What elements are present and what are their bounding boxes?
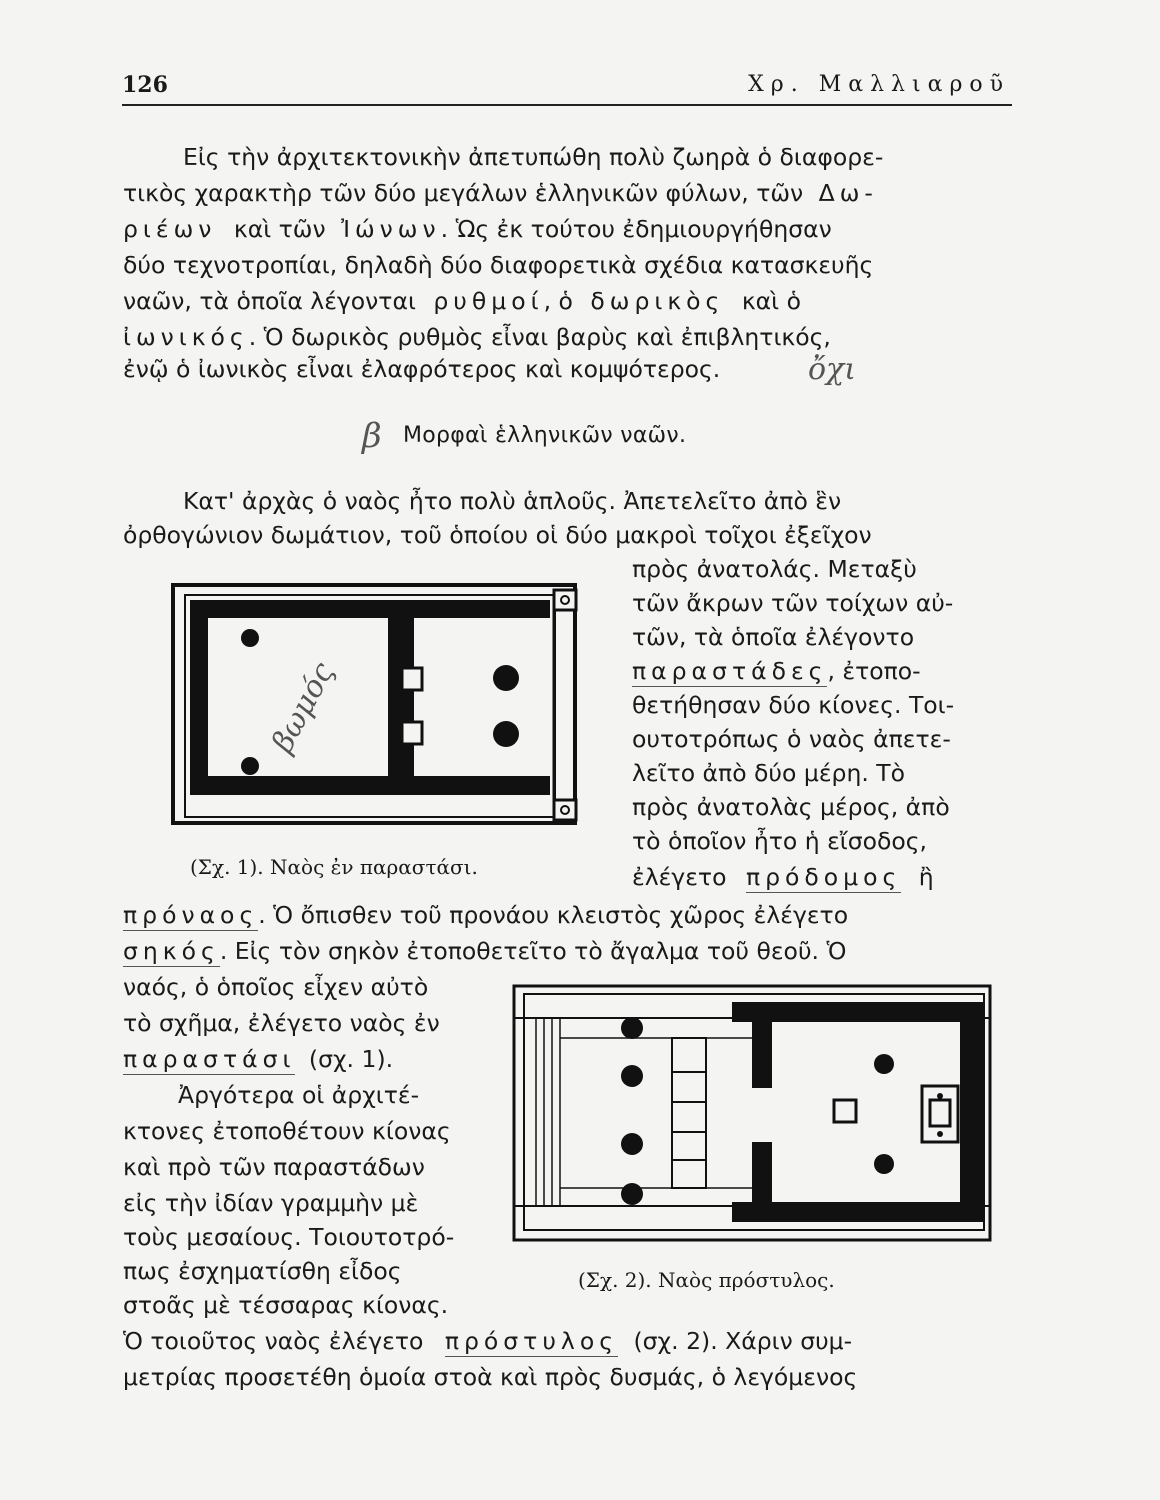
para2-full-3-rest: . Ὁ ὄπισθεν τοῦ προνάου κλειστὸς χῶρος ἐλέγετο: [258, 901, 849, 929]
figure-1-caption: (Σχ. 1). Ναὸς ἐν παραστάσι.: [190, 855, 478, 879]
para2-left-2: τὸ σχῆμα, ἐλέγετο ναὸς ἐν: [123, 1009, 440, 1037]
para2-left-10: στοᾶς μὲ τέσσαρας κίονας.: [123, 1291, 449, 1319]
para2-left-3-rest: (σχ. 1).: [308, 1045, 394, 1073]
para2-left-8: τοὺς μεσαίους. Τοιουτοτρό-: [123, 1223, 455, 1251]
para1-word-ionikos: ἰωνικός: [123, 323, 249, 351]
para2-right-6: ουτοτρόπως ὁ ναὸς ἀπετε-: [632, 725, 951, 753]
word-prodomos: πρόδομος: [745, 863, 902, 891]
word-pronaos: πρόναος: [123, 901, 259, 929]
para2-right-10-end: ἢ: [918, 863, 934, 891]
margin-note-2: β: [362, 416, 382, 456]
word-parastades: παραστάδες: [632, 657, 828, 685]
word-sekos: σηκός: [123, 937, 220, 965]
para2-left-9: πως ἐσχηματίσθη εἶδος: [123, 1257, 402, 1285]
para1-line5: [123, 286, 801, 316]
para1-line3: [123, 214, 832, 244]
para1-word-rythmoi: ρυθμοί: [433, 287, 544, 315]
para1-line5-end: καὶ ὁ: [741, 287, 801, 315]
para2-left-4: Ἀργότερα οἱ ἀρχιτέ-: [178, 1081, 420, 1109]
para2-right-5: θετήθησαν δύο κίονες. Τοι-: [632, 691, 955, 719]
section-heading: Μορφαὶ ἑλληνικῶν ναῶν.: [403, 423, 687, 448]
para1-line6: [123, 322, 831, 352]
para2-left-5: κτονες ἐτοποθέτουν κίονας: [123, 1117, 451, 1145]
para1-line5-text: ναῶν, τὰ ὁποῖα λέγονται: [123, 287, 416, 315]
para1-line3-rest: . Ὡς ἐκ τούτου ἐδημιουργήθησαν: [440, 215, 832, 243]
para1-line7: ἐνῷ ὁ ἰωνικὸς εἶναι ἐλαφρότερος καὶ κομψότερος.: [123, 355, 721, 383]
para2-right-8: πρὸς ἀνατολὰς μέρος, ἀπὸ: [632, 793, 950, 821]
para2-end-1-rest: (σχ. 2). Χάριν συμ-: [633, 1327, 853, 1355]
para2-right-3: τῶν, τὰ ὁποῖα ἐλέγοντο: [632, 623, 915, 651]
para2-left-6: καὶ πρὸ τῶν παραστάδων: [123, 1153, 425, 1181]
para2-left-1: ναός, ὁ ὁποῖος εἶχεν αὐτὸ: [123, 973, 429, 1001]
para1-word-ionon: Ἰώνων: [341, 215, 441, 243]
para2-end-1-text: Ὁ τοιοῦτος ναὸς ἐλέγετο: [123, 1327, 424, 1355]
para1-word-kai: καὶ τῶν: [233, 215, 326, 243]
para2-end-2: μετρίας προσετέθη ὁμοία στοὰ καὶ πρὸς δυσμάς, ὁ λεγόμενος: [123, 1363, 858, 1391]
header-rule: [122, 104, 1012, 106]
para2-line1: Κατ' ἀρχὰς ὁ ναὸς ἦτο πολὺ ἁπλοῦς. Ἀπετελεῖτο ἀπὸ ἓν: [183, 487, 842, 515]
para2-full-3: [123, 900, 848, 930]
word-parastasi: παραστάσι: [123, 1045, 296, 1073]
para2-full-4-rest: . Εἰς τὸν σηκὸν ἐτοποθετεῖτο τὸ ἄγαλμα τοῦ θεοῦ. Ὁ: [219, 937, 847, 965]
para2-line2: ὀρθογώνιον δωμάτιον, τοῦ ὁποίου οἱ δύο μακροὶ τοῖχοι ἐξεῖχον: [123, 521, 872, 549]
para1-line6-rest: . Ὁ δωρικὸς ρυθμὸς εἶναι βαρὺς καὶ ἐπιβλητικός,: [248, 323, 831, 351]
para2-right-1: πρὸς ἀνατολάς. Μεταξὺ: [632, 555, 917, 583]
figure-1-plan: [170, 580, 585, 830]
para2-end-1: [123, 1326, 852, 1356]
para2-left-3: [123, 1044, 393, 1074]
para2-left-7: εἰς τὴν ἰδίαν γραμμὴν μὲ: [123, 1189, 419, 1217]
para1-word-doriewn-a: Δω-: [818, 179, 878, 207]
para2-right-7: λεῖτο ἀπὸ δύο μέρη. Τὸ: [632, 759, 906, 787]
para1-line1: Εἰς τὴν ἀρχιτεκτονικὴν ἀπετυπώθη πολὺ ζωηρὰ ὁ διαφορε-: [183, 143, 884, 171]
para2-right-10: [632, 862, 934, 892]
para1-line4: δύο τεχνοτροπίαι, δηλαδὴ δύο διαφορετικὰ σχέδια κατασκευῆς: [123, 251, 874, 279]
para2-right-10-text: ἐλέγετο: [632, 863, 727, 891]
para2-right-9: τὸ ὁποῖον ἦτο ἡ εἴσοδος,: [632, 827, 928, 855]
word-prostylos: πρόστυλος: [444, 1327, 619, 1355]
para1-line5-comma: , ὁ: [543, 287, 573, 315]
margin-note-1: ὄχι: [808, 352, 857, 387]
page-number: 126: [122, 72, 168, 98]
para2-right-4: [632, 656, 921, 686]
para2-right-2: τῶν ἄκρων τῶν τοίχων αὐ-: [632, 589, 954, 617]
para1-line2: [123, 178, 878, 208]
para2-right-4-rest: , ἐτοπο-: [827, 657, 921, 685]
para1-line2-text: τικὸς χαρακτὴρ τῶν δύο μεγάλων ἑλληνικῶν φύλων, τῶν: [123, 179, 804, 207]
running-head: Χρ. Μαλλιαροῦ: [748, 72, 1010, 97]
figure-2-plan: [512, 982, 994, 1244]
para2-full-4: [123, 936, 846, 966]
figure-2-caption: (Σχ. 2). Ναὸς πρόστυλος.: [578, 1268, 835, 1292]
para1-word-dorikos: δωρικὸς: [590, 287, 725, 315]
para1-word-doriewn-b: ριέων: [123, 215, 217, 243]
figure-1-annotation: βωμός: [265, 656, 342, 759]
